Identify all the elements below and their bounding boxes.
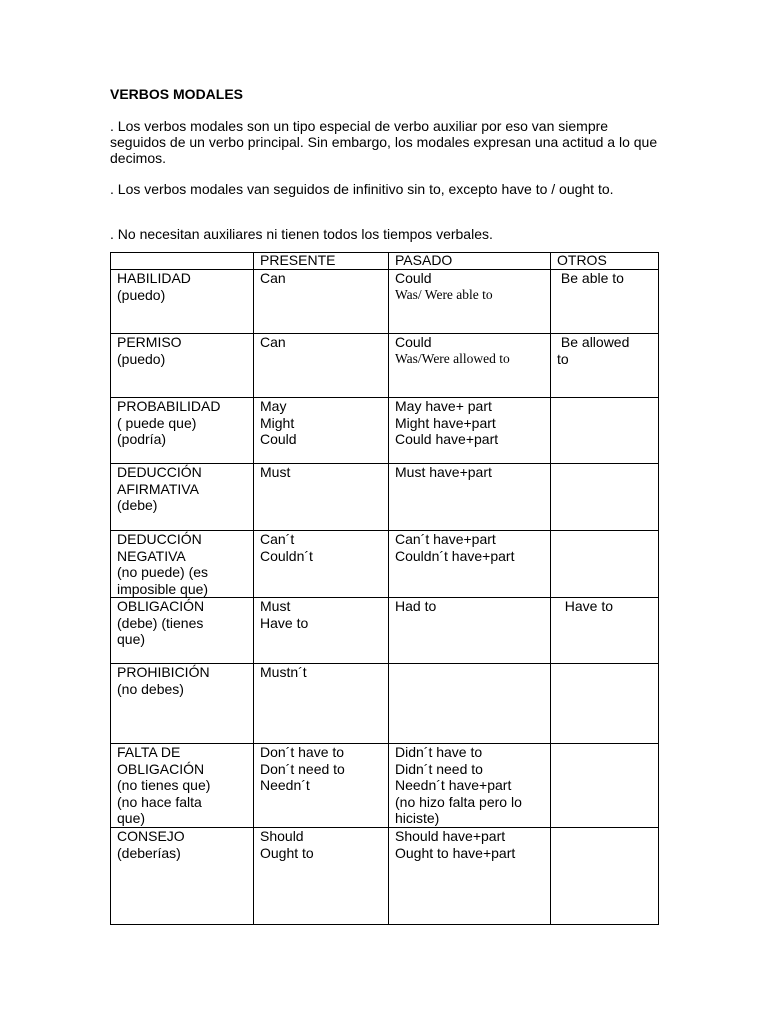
otros-cell <box>551 664 659 744</box>
table-row <box>111 531 659 598</box>
cell-line: Must <box>260 598 291 614</box>
cell-line: (puedo) <box>117 286 166 303</box>
presente-cell <box>254 531 389 598</box>
presente-cell <box>254 828 389 925</box>
presente-cell <box>254 598 389 664</box>
pasado-cell <box>389 270 551 334</box>
cell-line: (no hizo falta pero lo <box>395 793 522 810</box>
cell-line: que) <box>117 631 146 647</box>
header-cell-pasado: PASADO <box>389 253 551 270</box>
otros-cell <box>551 398 659 464</box>
category-cell <box>111 531 254 598</box>
cell-line: ( puede que) <box>117 414 197 431</box>
cell-line: Can´t have+part <box>395 531 496 547</box>
otros-cell <box>551 334 659 398</box>
table-row <box>111 598 659 664</box>
cell-line: Must <box>260 464 291 480</box>
presente-cell <box>254 464 389 531</box>
cell-line: Be able to <box>557 270 624 286</box>
category-cell <box>111 744 254 828</box>
cell-line: OBLIGACIÓN <box>117 760 205 777</box>
cell-line: Was/ Were able to <box>395 286 493 302</box>
cell-line: May have+ part <box>395 398 492 414</box>
cell-line: Could have+part <box>395 431 499 447</box>
cell-line: May <box>260 398 287 414</box>
cell-line: Couldn´t have+part <box>395 547 515 564</box>
cell-line: Can <box>260 270 286 286</box>
cell-line: Had to <box>395 598 437 614</box>
cell-line: (debe) <box>117 497 158 513</box>
header-cell-otros: OTROS <box>551 253 659 270</box>
cell-line: Could <box>395 334 432 350</box>
cell-line: DEDUCCIÓN <box>117 464 202 480</box>
pasado-cell <box>389 828 551 925</box>
pasado-cell <box>389 598 551 664</box>
cell-line: (no tienes que) <box>117 777 211 793</box>
cell-line: Have to <box>557 598 614 614</box>
cell-line: (no hace falta <box>117 793 202 810</box>
cell-line: Should <box>260 828 304 844</box>
cell-line: OBLIGACIÓN <box>117 598 205 614</box>
table-row <box>111 464 659 531</box>
pasado-cell <box>389 531 551 598</box>
cell-line: AFIRMATIVA <box>117 480 199 497</box>
category-cell <box>111 598 254 664</box>
cell-line: Might <box>260 414 295 431</box>
paragraph-1: . Los verbos modales son un tipo especial de verbo auxiliar por eso van siempre seguidos de un verbo principal. Sin embargo, los modales expresan una actitud a lo que decimos. <box>110 118 658 166</box>
cell-line: NEGATIVA <box>117 547 186 564</box>
category-cell <box>111 664 254 744</box>
cell-line: Don´t have to <box>260 744 345 760</box>
pasado-cell <box>389 744 551 828</box>
otros-cell <box>551 598 659 664</box>
presente-cell <box>254 744 389 828</box>
cell-line: Couldn´t <box>260 547 313 564</box>
cell-line: CONSEJO <box>117 828 185 844</box>
modal-verbs-table <box>110 252 659 925</box>
cell-line: Didn´t need to <box>395 760 483 777</box>
header-cell-empty <box>111 253 254 270</box>
table-row <box>111 828 659 925</box>
category-cell <box>111 270 254 334</box>
cell-line: Ought to <box>260 844 314 861</box>
cell-line: que) <box>117 810 146 826</box>
cell-line: to <box>557 350 569 367</box>
table-row <box>111 744 659 828</box>
cell-line: Must have+part <box>395 464 492 480</box>
otros-cell <box>551 270 659 334</box>
cell-line: DEDUCCIÓN <box>117 531 202 547</box>
pasado-cell <box>389 464 551 531</box>
cell-line: Needn´t have+part <box>395 777 512 793</box>
cell-line: (no puede) (es <box>117 564 209 580</box>
cell-line: Can´t <box>260 531 295 547</box>
cell-line: HABILIDAD <box>117 270 191 286</box>
cell-line: Ought to have+part <box>395 844 516 861</box>
category-cell <box>111 334 254 398</box>
cell-line: Didn´t have to <box>395 744 483 760</box>
otros-cell <box>551 464 659 531</box>
table-row <box>111 334 659 398</box>
cell-line: (no debes) <box>117 680 184 697</box>
paragraph-3: . No necesitan auxiliares ni tienen todos los tiempos verbales. <box>110 226 493 242</box>
cell-line: PROBABILIDAD <box>117 398 221 414</box>
pasado-cell <box>389 664 551 744</box>
cell-line: Needn´t <box>260 777 310 793</box>
document-title: VERBOS MODALES <box>110 86 244 102</box>
cell-line: imposible que) <box>117 580 209 597</box>
presente-cell <box>254 664 389 744</box>
cell-line: (puedo) <box>117 350 166 367</box>
cell-line: Can <box>260 334 286 350</box>
table-row <box>111 270 659 334</box>
cell-line: PROHIBICIÓN <box>117 664 210 680</box>
presente-cell <box>254 334 389 398</box>
cell-line: PERMISO <box>117 334 182 350</box>
header-cell-presente: PRESENTE <box>254 253 389 270</box>
cell-line: Was/Were allowed to <box>395 350 510 366</box>
pasado-cell <box>389 398 551 464</box>
cell-line: Mustn´t <box>260 664 307 680</box>
category-cell <box>111 398 254 464</box>
otros-cell <box>551 828 659 925</box>
table-row <box>111 398 659 464</box>
cell-line: (deberías) <box>117 844 181 861</box>
otros-cell <box>551 531 659 598</box>
table-row <box>111 664 659 744</box>
cell-line: Should have+part <box>395 828 506 844</box>
cell-line: Could <box>395 270 432 286</box>
paragraph-2: . Los verbos modales van seguidos de infinitivo sin to, excepto have to / ought to. <box>110 181 614 197</box>
cell-line: FALTA DE <box>117 744 181 760</box>
cell-line: Might have+part <box>395 414 496 431</box>
cell-line: Could <box>260 431 297 447</box>
cell-line: hiciste) <box>395 810 440 826</box>
cell-line: Don´t need to <box>260 760 345 777</box>
table-header-row <box>111 253 659 270</box>
presente-cell <box>254 398 389 464</box>
cell-line: Have to <box>260 614 309 631</box>
cell-line: (podría) <box>117 431 167 447</box>
otros-cell <box>551 744 659 828</box>
cell-line: Be allowed <box>557 334 630 350</box>
presente-cell <box>254 270 389 334</box>
category-cell <box>111 828 254 925</box>
category-cell <box>111 464 254 531</box>
pasado-cell <box>389 334 551 398</box>
cell-line: (debe) (tienes <box>117 614 204 631</box>
